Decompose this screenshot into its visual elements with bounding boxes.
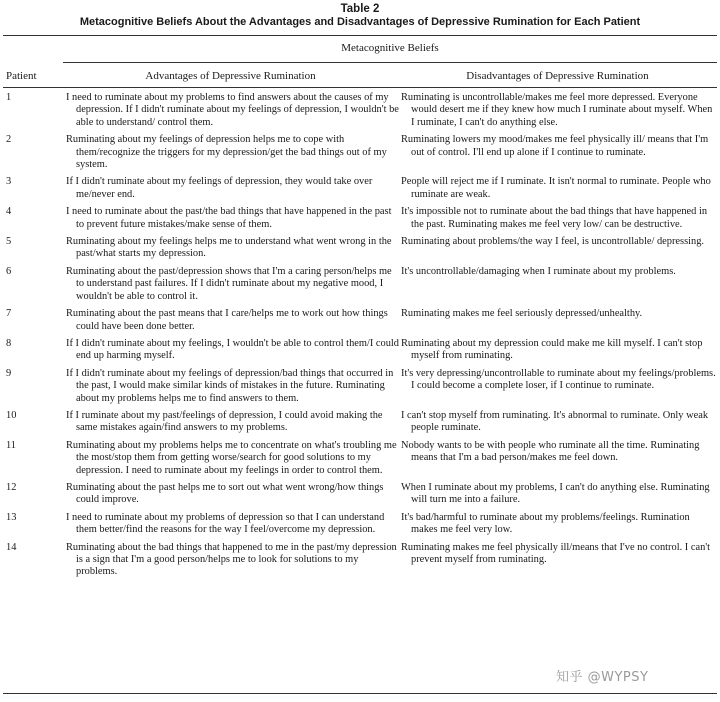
table-row: [3, 308, 717, 338]
advantages-cell-text: Ruminating about the bad things that happened to me in the past/my depression is a sign that I'm a good person/helps me to look for solutions to my problems.: [66, 541, 397, 578]
patient-number-text: 1: [6, 92, 12, 103]
disadvantages-cell-text: Ruminating about my depression could make me kill myself. I can't stop myself from ruminating.: [401, 337, 703, 362]
patient-number: [3, 92, 66, 134]
table-row: [3, 368, 717, 410]
advantages-cell: [66, 410, 401, 440]
header-rule: [3, 87, 717, 88]
advantages-cell: [66, 338, 401, 368]
col-header-advantages: Advantages of Depressive Rumination: [145, 70, 316, 82]
advantages-cell-text: If I didn't ruminate about my feelings of depression, they would take over me/never end.: [66, 176, 373, 200]
patient-number-text: 8: [6, 337, 12, 349]
disadvantages-cell: [401, 236, 717, 266]
advantages-cell-text: Ruminating about my problems helps me to concentrate on what's troubling me the most/stop them from getting worse/search for good solutions to my depression. I need to ruminate about my feelings in order to control them.: [66, 439, 397, 476]
patient-number-text: 11: [6, 439, 17, 451]
col-header-patient: Patient: [6, 70, 37, 82]
table-row: [3, 542, 717, 584]
beliefs-table: [3, 92, 717, 584]
patient-number-text: 10: [6, 409, 17, 421]
advantages-cell-text: Ruminating about the past helps me to sort out what went wrong/how things could improve.: [66, 481, 384, 506]
patient-number-text: 4: [6, 206, 12, 218]
col-header-disadvantages: Disadvantages of Depressive Rumination: [466, 70, 649, 82]
advantages-cell: [66, 482, 401, 512]
advantages-cell-text: I need to ruminate about my problems to find answers about the causes of my depression. If I didn't ruminate about my feelings of depression, I wouldn't be able to understand/ control them.: [66, 92, 399, 128]
advantages-cell-text: I need to ruminate about my problems of depression so that I can understand them better/find the reasons for the way I feel/overcome my depression.: [66, 511, 385, 536]
advantages-cell: [66, 236, 401, 266]
disadvantages-cell-text: It's uncontrollable/damaging when I ruminate about my problems.: [401, 265, 676, 277]
table-row: [3, 92, 717, 134]
advantages-cell: [66, 206, 401, 236]
table-label: Table 2: [340, 3, 380, 15]
patient-number: [3, 542, 66, 584]
patient-number-text: 5: [6, 236, 12, 248]
bottom-rule: [3, 693, 717, 694]
advantages-cell: [66, 368, 401, 410]
disadvantages-cell: [401, 134, 717, 176]
disadvantages-cell-text: Ruminating lowers my mood/makes me feel physically ill/ means that I'm out of control. I'll end up alone if I continue to ruminate.: [401, 134, 709, 158]
disadvantages-cell-text: Nobody wants to be with people who ruminate all the time. Ruminating means that I'm a bad person/makes me feel down.: [401, 439, 700, 464]
disadvantages-cell: [401, 176, 717, 206]
table-row: [3, 512, 717, 542]
patient-number-text: 9: [6, 367, 12, 379]
patient-number: [3, 176, 66, 206]
table-row: [3, 482, 717, 512]
table-row: [3, 206, 717, 236]
patient-number: [3, 236, 66, 266]
disadvantages-cell-text: It's impossible not to ruminate about the bad things that have happened in the past. Ruminating makes me feel very low/ can be destructive.: [401, 206, 708, 230]
group-header: Metacognitive Beliefs: [341, 42, 439, 54]
patient-number-text: 2: [6, 134, 12, 146]
disadvantages-cell: [401, 440, 717, 482]
disadvantages-cell: [401, 512, 717, 542]
disadvantages-cell-text: It's bad/harmful to ruminate about my problems/feelings. Rumination makes me feel very low.: [401, 511, 690, 536]
disadvantages-cell: [401, 410, 717, 440]
patient-number: [3, 338, 66, 368]
table-row: [3, 236, 717, 266]
disadvantages-cell-text: I can't stop myself from ruminating. It's abnormal to ruminate. Only weak people ruminate.: [401, 409, 709, 434]
disadvantages-cell-text: Ruminating about problems/the way I feel, is uncontrollable/ depressing.: [401, 236, 704, 248]
disadvantages-cell: [401, 92, 717, 134]
patient-number-text: 13: [6, 511, 17, 523]
disadvantages-cell-text: Ruminating makes me feel seriously depressed/unhealthy.: [401, 308, 643, 320]
patient-number: [3, 482, 66, 512]
advantages-cell: [66, 266, 401, 308]
disadvantages-cell-text: Ruminating makes me feel physically ill/means that I've no control. I can't prevent myself from ruminating.: [401, 541, 711, 565]
top-rule: [3, 35, 717, 36]
patient-number: [3, 440, 66, 482]
table-body: [3, 92, 717, 584]
advantages-cell-text: If I ruminate about my past/feelings of depression, I could avoid making the same mistakes again/find answers to my problems.: [66, 409, 383, 434]
advantages-cell: [66, 176, 401, 206]
disadvantages-cell: [401, 482, 717, 512]
disadvantages-cell-text: It's very depressing/uncontrollable to ruminate about my feelings/problems. I could become a complete loser, if I continue to ruminate.: [401, 367, 716, 392]
patient-number-text: 14: [6, 541, 17, 553]
patient-number: [3, 512, 66, 542]
advantages-cell: [66, 512, 401, 542]
patient-number-text: 12: [6, 481, 17, 493]
disadvantages-cell-text: Ruminating is uncontrollable/makes me feel more depressed. Everyone would desert me if they knew how much I ruminate about myself. When I ruminate, I can't do anything else.: [401, 92, 713, 128]
disadvantages-cell: [401, 338, 717, 368]
table-row: [3, 266, 717, 308]
table-title: Metacognitive Beliefs About the Advantages and Disadvantages of Depressive Rumination for Each Patient: [79, 16, 641, 28]
advantages-cell-text: Ruminating about the past means that I care/helps me to work out how things could have been done better.: [66, 308, 388, 332]
advantages-cell-text: Ruminating about my feelings helps me to understand what went wrong in the past/what starts my depression.: [66, 236, 392, 260]
disadvantages-cell-text: When I ruminate about my problems, I can't do anything else. Ruminating will turn me into a failure.: [401, 481, 710, 506]
disadvantages-cell: [401, 266, 717, 308]
patient-number: [3, 206, 66, 236]
disadvantages-cell: [401, 368, 717, 410]
table-row: [3, 134, 717, 176]
table-row: [3, 338, 717, 368]
advantages-cell: [66, 134, 401, 176]
advantages-cell: [66, 308, 401, 338]
group-rule: [63, 62, 717, 63]
advantages-cell: [66, 440, 401, 482]
watermark: 知乎 @WYPSY: [556, 670, 649, 685]
patient-number-text: 3: [6, 176, 12, 188]
advantages-cell: [66, 92, 401, 134]
patient-number-text: 6: [6, 265, 12, 277]
patient-number: [3, 410, 66, 440]
table-row: [3, 410, 717, 440]
patient-number-text: 7: [6, 308, 12, 320]
patient-number: [3, 308, 66, 338]
advantages-cell-text: Ruminating about my feelings of depression helps me to cope with them/recognize the triggers for my depression/get the bad things out of my system.: [66, 134, 387, 171]
table-row: [3, 440, 717, 482]
patient-number: [3, 368, 66, 410]
disadvantages-cell: [401, 206, 717, 236]
disadvantages-cell: [401, 542, 717, 584]
disadvantages-cell: [401, 308, 717, 338]
advantages-cell-text: If I didn't ruminate about my feelings of depression/bad things that occurred in the past, I would make similar kinds of mistakes in the future. Ruminating about my problems helps me to find answers to them.: [66, 367, 394, 404]
patient-number: [3, 134, 66, 176]
advantages-cell: [66, 542, 401, 584]
disadvantages-cell-text: People will reject me if I ruminate. It isn't normal to ruminate. People who ruminate are weak.: [401, 176, 711, 200]
advantages-cell-text: Ruminating about the past/depression shows that I'm a caring person/helps me to understand past failures. If I didn't ruminate about my negative mood, I wouldn't be able to control it.: [66, 265, 392, 302]
table-row: [3, 176, 717, 206]
advantages-cell-text: If I didn't ruminate about my feelings, I wouldn't be able to control them/I could end up harming myself.: [66, 337, 399, 362]
advantages-cell-text: I need to ruminate about the past/the bad things that have happened in the past to prevent future mistakes/make sense of them.: [66, 206, 392, 230]
patient-number: [3, 266, 66, 308]
